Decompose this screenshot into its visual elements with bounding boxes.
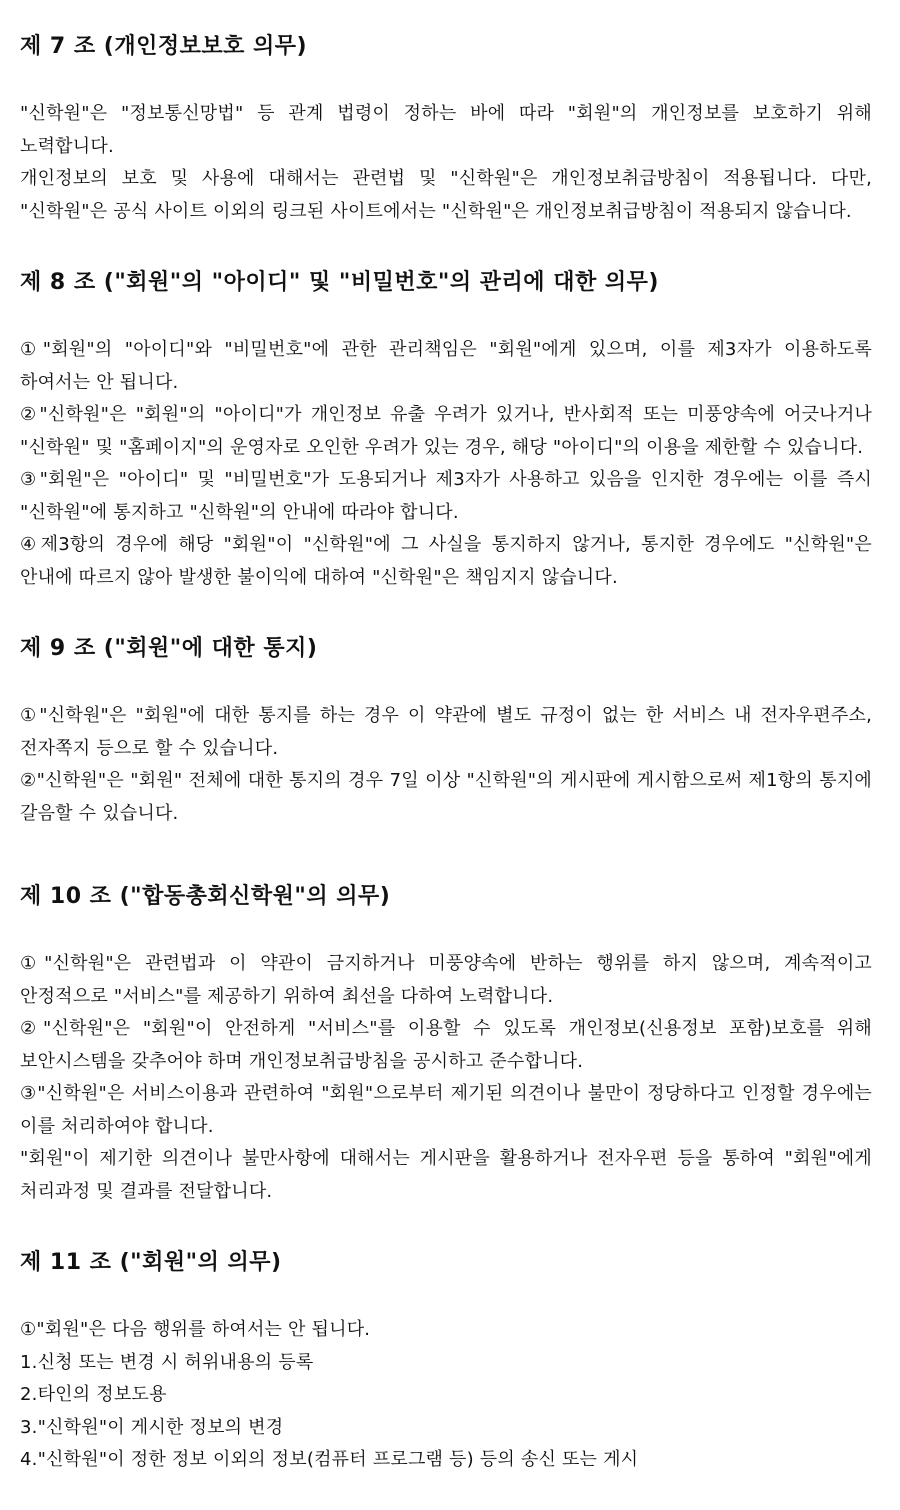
article-11 [20, 1248, 872, 1477]
list-item: 3."신학원"이 게시한 정보의 변경 [20, 1416, 284, 1438]
article-paragraph: 개인정보의 보호 및 사용에 대해서는 관련법 및 "신학원"은 개인정보취급방침이 적용됩니다. 다만, "신학원"은 공식 사이트 이외의 링크된 사이트에서는 "신학원"은 개인정보취급방침이 적용되지 않습니다. [20, 168, 872, 222]
list-item: 1.신청 또는 변경 시 허위내용의 등록 [20, 1351, 314, 1373]
article-paragraph: ③"회원"은 "아이디" 및 "비밀번호"가 도용되거나 제3자가 사용하고 있음을 인지한 경우에는 이를 즉시 "신학원"에 통지하고 "신학원"의 안내에 따라야 합니다. [20, 469, 872, 523]
article-9 [20, 634, 872, 830]
list-item: 2.타인의 정보도용 [20, 1384, 167, 1405]
article-title: 제 9 조 ("회원"에 대한 통지) [20, 636, 318, 661]
article-spacer [20, 594, 872, 618]
article-paragraph: ④제3항의 경우에 해당 "회원"이 "신학원"에 그 사실을 통지하지 않거나, 통지한 경우에도 "신학원"은 안내에 따르지 않아 발생한 불이익에 대하여 "신학원"은 책임지지 않습니다. [20, 534, 872, 588]
article-paragraph: ②"신학원"은 "회원" 전체에 대한 통지의 경우 7일 이상 "신학원"의 게시판에 게시함으로써 제1항의 통지에 갈음할 수 있습니다. [20, 770, 872, 824]
article-paragraph: "신학원"은 "정보통신망법" 등 관계 법령이 정하는 바에 따라 "회원"의 개인정보를 보호하기 위해 노력합니다. [20, 103, 872, 157]
article-8 [20, 268, 872, 594]
list-item: 4."신학원"이 정한 정보 이외의 정보(컴퓨터 프로그램 등) 등의 송신 또는 게시 [20, 1449, 639, 1470]
article-title: 제 11 조 ("회원"의 의무) [20, 1250, 282, 1275]
article-paragraph: ②"신학원"은 "회원"이 안전하게 "서비스"를 이용할 수 있도록 개인정보(신용정보 포함)보호를 위해 보안시스템을 갖추어야 하며 개인정보취급방침을 공시하고 준수합니다. [20, 1018, 872, 1072]
article-spacer [20, 1208, 872, 1232]
article-paragraph: ①"회원"은 다음 행위를 하여서는 안 됩니다. [20, 1319, 371, 1340]
article-paragraph: ①"신학원"은 관련법과 이 약관이 금지하거나 미풍양속에 반하는 행위를 하지 않으며, 계속적이고 안정적으로 "서비스"를 제공하기 위하여 최선을 다하여 노력합니다. [20, 953, 872, 1007]
article-title: 제 8 조 ("회원"의 "아이디" 및 "비밀번호"의 관리에 대한 의무) [20, 270, 659, 295]
article-title: 제 7 조 (개인정보보호 의무) [20, 34, 308, 59]
article-paragraph: ①"신학원"은 "회원"에 대한 통지를 하는 경우 이 약관에 별도 규정이 없는 한 서비스 내 전자우편주소, 전자쪽지 등으로 할 수 있습니다. [20, 705, 872, 759]
article-10 [20, 882, 872, 1208]
article-paragraph: ②"신학원"은 "회원"의 "아이디"가 개인정보 유출 우려가 있거나, 반사회적 또는 미풍양속에 어긋나거나 "신학원" 및 "홈페이지"의 운영자로 오인한 우려가 있는 경우, 해당 "아이디"의 이용을 제한할 수 있습니다. [20, 404, 872, 458]
article-7 [20, 32, 872, 228]
article-paragraph: ③"신학원"은 서비스이용과 관련하여 "회원"으로부터 제기된 의견이나 불만이 정당하다고 인정할 경우에는 이를 처리하여야 합니다. [20, 1083, 872, 1137]
article-title: 제 10 조 ("합동총회신학원"의 의무) [20, 884, 391, 909]
article-spacer [20, 228, 872, 252]
article-spacer [20, 830, 872, 866]
article-paragraph: ①"회원"의 "아이디"와 "비밀번호"에 관한 관리책임은 "회원"에게 있으며, 이를 제3자가 이용하도록 하여서는 안 됩니다. [20, 339, 872, 393]
article-paragraph: "회원"이 제기한 의견이나 불만사항에 대해서는 게시판을 활용하거나 전자우편 등을 통하여 "회원"에게 처리과정 및 결과를 전달합니다. [20, 1148, 872, 1202]
